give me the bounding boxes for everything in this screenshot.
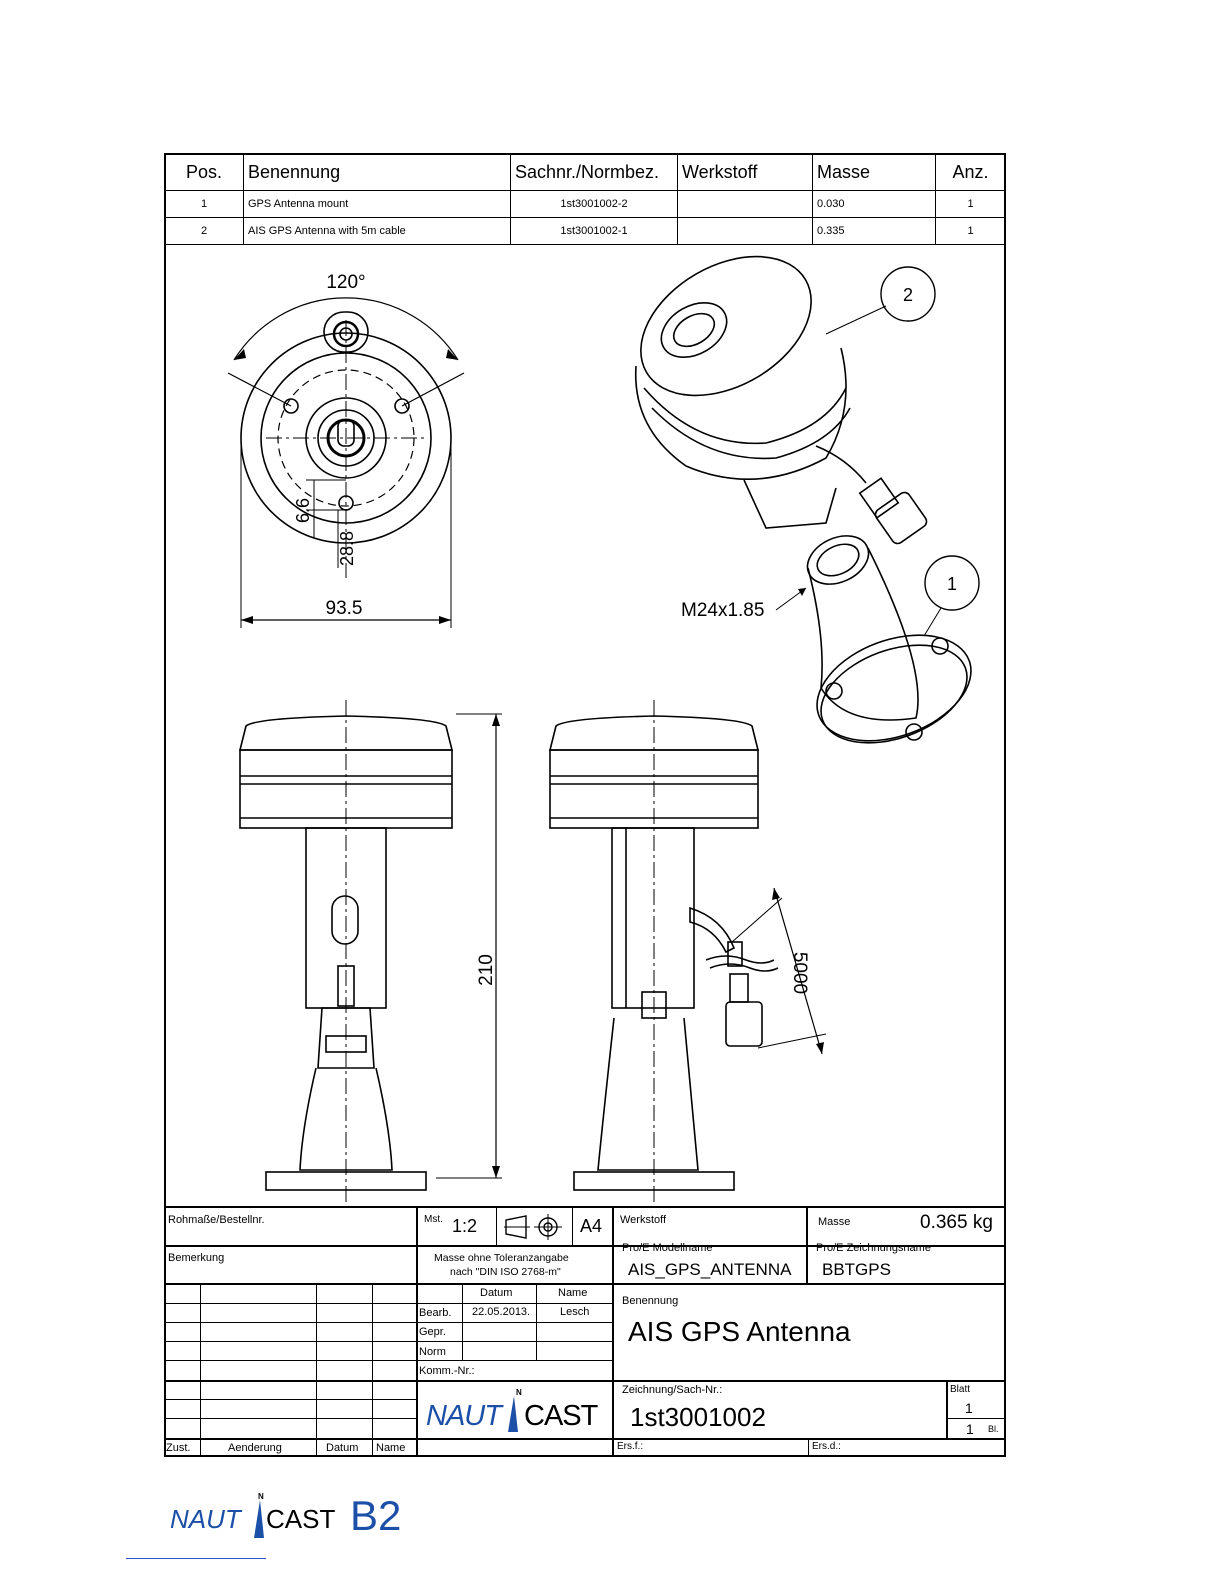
angle-dimension: 120° (326, 272, 366, 293)
tb-line (164, 1303, 612, 1304)
dimension-28-8: 28.8 (337, 530, 357, 566)
side-view (550, 700, 826, 1206)
tb-line (536, 1283, 537, 1360)
aenderung-label: Aenderung (228, 1442, 282, 1454)
tb-line (496, 1206, 497, 1245)
table-row (165, 191, 1006, 218)
komm-label: Komm.-Nr.: (419, 1365, 475, 1377)
bearb-label: Bearb. (419, 1307, 452, 1319)
dimension-6-6: 6.6 (293, 497, 313, 523)
cell-qty: 1 (936, 218, 1006, 245)
cell-material (678, 191, 813, 218)
tb-line (164, 1283, 1006, 1285)
cell-qty: 1 (936, 191, 1006, 218)
tb-line (316, 1283, 317, 1457)
parts-list (164, 153, 1006, 245)
cell-pos: 1 (165, 191, 244, 218)
cable-dimension: 5000 (789, 951, 810, 995)
parts-list-header (165, 154, 1006, 191)
footer-logo-right: CAST (266, 1504, 336, 1534)
cell-name: AIS GPS Antenna with 5m cable (244, 218, 511, 245)
cell-material (678, 218, 813, 245)
tb-line (806, 1206, 808, 1283)
width-dimension: 93.5 (325, 598, 363, 619)
mst-label: Mst. (424, 1214, 443, 1225)
tb-line (164, 1341, 612, 1342)
tb-line (164, 1438, 1006, 1440)
height-dimension: 210 (476, 954, 497, 986)
tb-line (164, 1399, 416, 1400)
ers-d-label: Ers.d.: (812, 1441, 841, 1452)
zust-label: Zust. (166, 1442, 191, 1454)
bl-value: 1 (966, 1421, 974, 1437)
tolerance-line-2: nach "DIN ISO 2768-m" (450, 1266, 561, 1278)
datum-col-label: Datum (326, 1442, 359, 1454)
col-werkstoff: Werkstoff (678, 154, 813, 191)
drawing-name-value: BBTGPS (822, 1260, 891, 1279)
cell-number: 1st3001002-1 (511, 218, 678, 245)
tb-line (372, 1283, 373, 1457)
masse-value: 0.365 kg (920, 1212, 993, 1233)
logo-left-text: NAUT (426, 1400, 501, 1432)
drawing-number: 1st3001002 (630, 1402, 766, 1432)
col-sachnr: Sachnr./Normbez. (511, 154, 678, 191)
bemerkung-label: Bemerkung (168, 1252, 225, 1264)
bl-label: Bl. (988, 1424, 999, 1434)
gepr-label: Gepr. (419, 1326, 446, 1338)
drawing-name-label: Pro/E Zeichnungsname (816, 1242, 931, 1254)
cell-mass: 0.030 (813, 191, 936, 218)
scale-value: 1:2 (452, 1216, 478, 1236)
ers-f-label: Ers.f.: (617, 1441, 644, 1452)
cell-name: GPS Antenna mount (244, 191, 511, 218)
col-pos: Pos. (165, 154, 244, 191)
technical-drawing (166, 248, 1004, 1206)
tb-line (164, 1418, 416, 1419)
front-view (240, 700, 502, 1206)
tb-line (164, 1322, 612, 1323)
tb-line (612, 1206, 614, 1457)
rohmasse-label: Rohmaße/Bestellnr. (168, 1214, 265, 1226)
zeichnung-label: Zeichnung/Sach-Nr.: (622, 1384, 723, 1396)
logo-needle-icon (502, 1392, 522, 1434)
thread-dimension: M24x1.85 (681, 600, 765, 621)
col-benennung: Benennung (244, 154, 511, 191)
tb-line (200, 1283, 201, 1457)
col-masse: Masse (813, 154, 936, 191)
table-row (165, 218, 1006, 245)
drawing-title: AIS GPS Antenna (628, 1316, 851, 1347)
logo-right-text: CAST (524, 1400, 598, 1432)
tolerance-line-1: Masse ohne Toleranzangabe (434, 1252, 569, 1264)
bearb-name: Lesch (560, 1306, 590, 1318)
format-value: A4 (580, 1216, 603, 1236)
blatt-label: Blatt (950, 1384, 971, 1395)
tb-line (572, 1206, 573, 1245)
cell-pos: 2 (165, 218, 244, 245)
tb-line (946, 1380, 948, 1438)
nauticast-logo (426, 1390, 606, 1434)
werkstoff-label: Werkstoff (620, 1214, 667, 1226)
tb-line (164, 1360, 612, 1361)
col-anz: Anz. (936, 154, 1006, 191)
blatt-value: 1 (965, 1400, 973, 1416)
footer-logo-mark: N (258, 1492, 264, 1501)
tb-line (164, 1380, 1006, 1382)
model-label: Pro/E Modellname (622, 1242, 713, 1254)
cell-mass: 0.335 (813, 218, 936, 245)
cell-number: 1st3001002-2 (511, 191, 678, 218)
benennung-label: Benennung (622, 1295, 679, 1307)
name-label: Name (558, 1287, 588, 1299)
bearb-date: 22.05.2013. (472, 1306, 531, 1318)
tb-line (808, 1438, 809, 1457)
tb-top-line (164, 1206, 1006, 1208)
isometric-view (616, 248, 985, 761)
tb-line (946, 1418, 1006, 1419)
norm-label: Norm (419, 1346, 446, 1358)
top-view (228, 298, 464, 628)
footer-logo-suffix: B2 (350, 1492, 402, 1539)
footer-line (126, 1558, 266, 1559)
logo-mark: N (516, 1388, 522, 1397)
projection-symbol-icon (504, 1214, 564, 1240)
balloon-2: 2 (902, 285, 914, 305)
balloon-1: 1 (946, 574, 958, 594)
footer-logo-left: NAUT (170, 1504, 241, 1534)
name-col-label: Name (376, 1442, 406, 1454)
model-value: AIS_GPS_ANTENNA (628, 1260, 792, 1279)
datum-label: Datum (480, 1287, 513, 1299)
tb-line (416, 1206, 418, 1457)
masse-label: Masse (818, 1216, 851, 1228)
tb-line (462, 1283, 463, 1360)
